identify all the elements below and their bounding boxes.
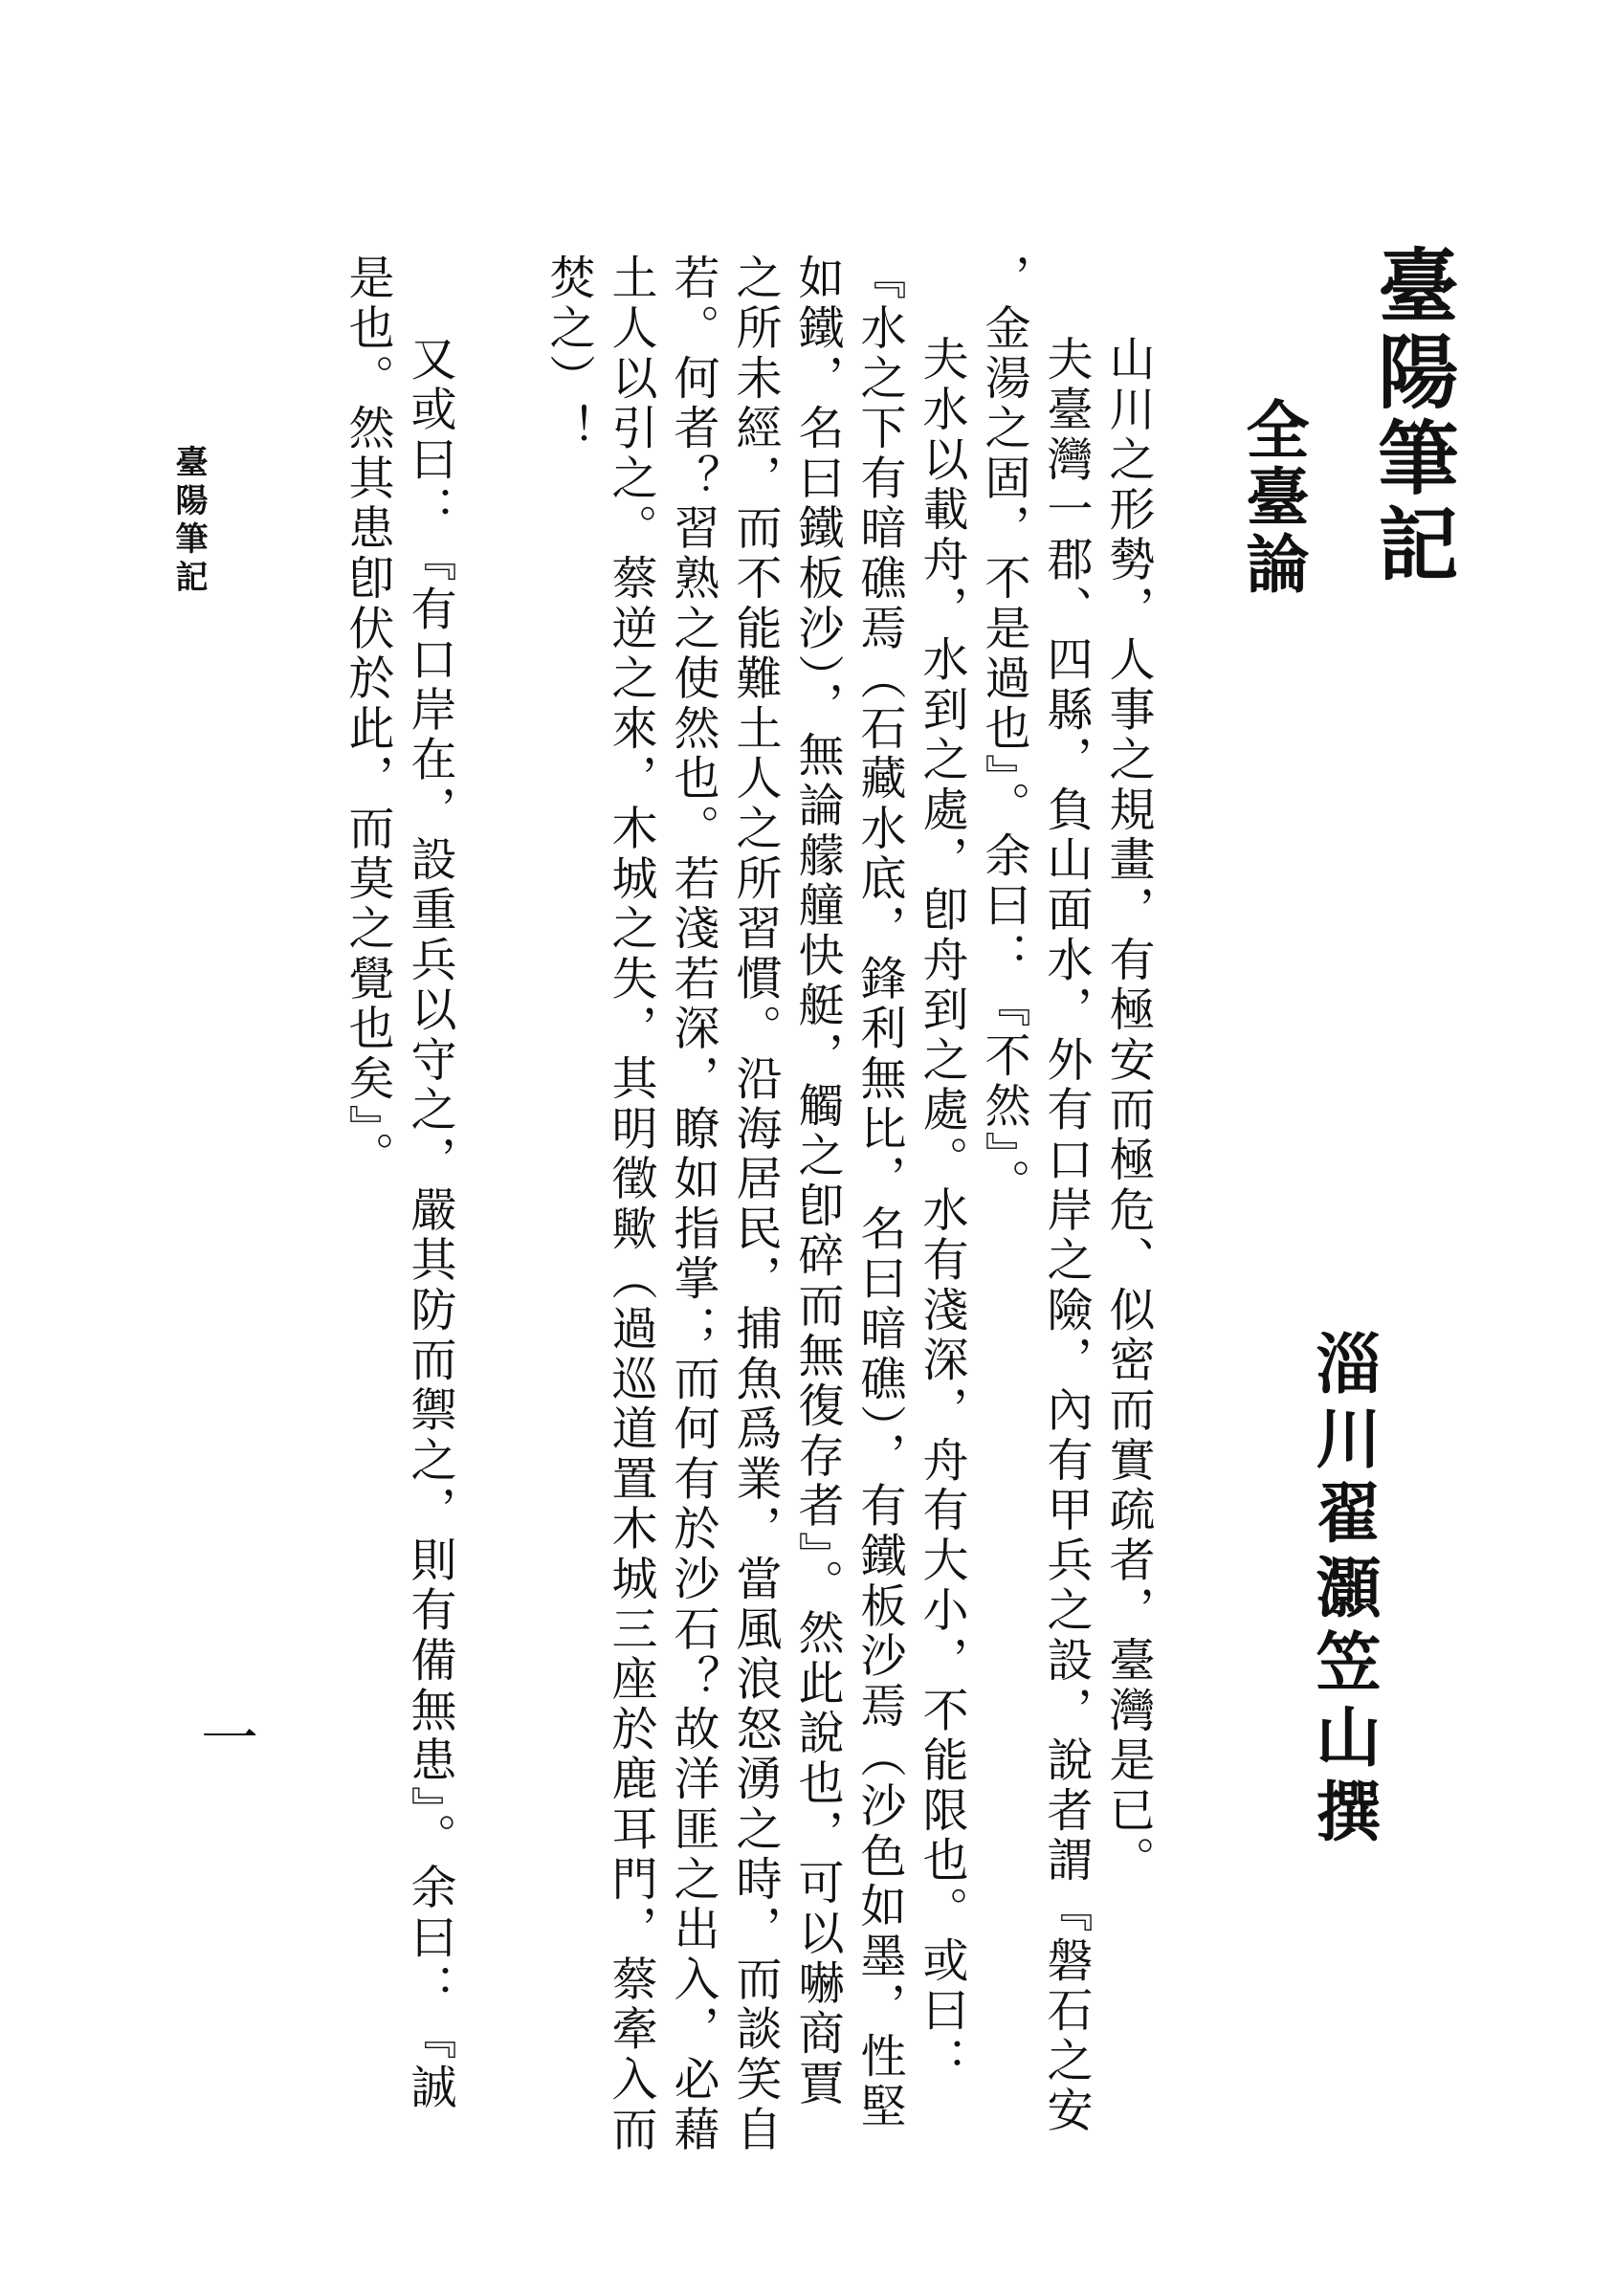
text-line-1: 山川之形勢，人事之規畫，有極安而極危、似密而實疏者，臺灣是已。 [1101,335,1155,1887]
text-line-12: 是也。然其患卽伏於此，而莫之覺也矣』。 [341,254,394,1181]
author-line: 淄川翟灝笠山撰 [1305,1330,1382,1852]
page-title: 臺陽筆記 [1365,244,1460,588]
text-line-7: 之所未經，而不能難土人之所習慣。沿海居民，捕魚爲業，當風浪怒湧之時，而談笑自 [728,254,782,2155]
text-line-8: 若。何者？習熟之使然也。若淺若深，瞭如指掌；而何有於沙石？故洋匪之出入，必藉 [666,254,719,2155]
text-line-6: 如鐵，名曰鐵板沙），無論艨艟快艇，觸之卽碎而無復存者』。然此說也，可以嚇商賈 [790,254,844,2109]
text-line-2: 夫臺灣一郡、四縣，負山面水，外有口岸之險，內有甲兵之設，說者謂『磐石之安 [1039,335,1093,2136]
text-line-4: 夫水以載舟，水到之處，卽舟到之處。水有淺深，舟有大小，不能限也。或曰： [915,335,968,2086]
text-line-3: ，金湯之固，不是過也』。余曰：『不然』。 [977,254,1030,1208]
text-line-5: 『水之下有暗礁焉（石藏水底，鋒利無比，名曰暗礁），有鐵板沙焉（沙色如墨，性堅 [852,254,906,2132]
text-line-9: 土人以引之。蔡逆之來，木城之失，其明徵歟（過巡道置木城三座於鹿耳門，蔡牽入而 [604,254,657,2155]
page-number: 一 [191,1708,258,1765]
text-line-11: 又或曰：『有口岸在，設重兵以守之，嚴其防而禦之，則有備無患』。余曰：『誠 [403,335,456,2113]
section-heading: 全臺論 [1235,397,1310,598]
running-footer-title: 臺陽筆記 [169,445,208,598]
text-line-10: 焚之）！ [542,254,595,454]
